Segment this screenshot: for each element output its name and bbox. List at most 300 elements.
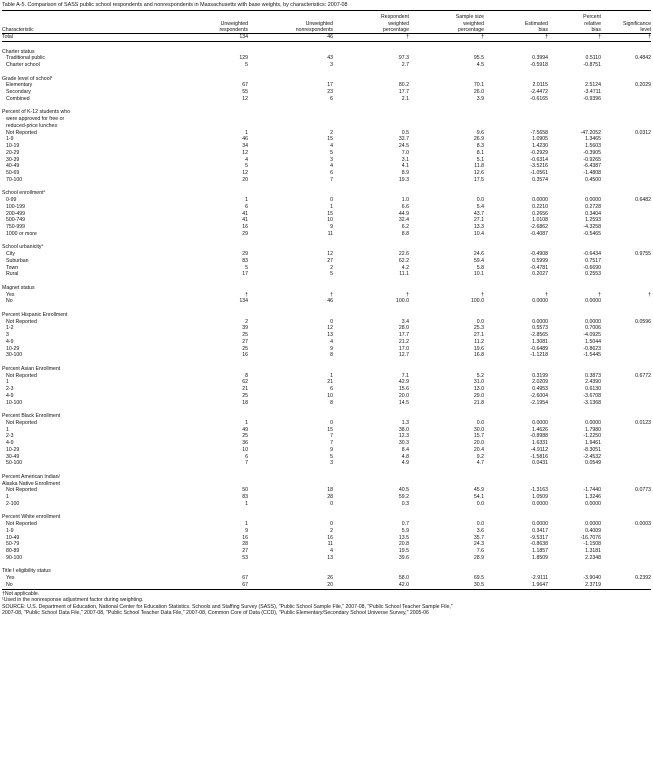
cell-respondent-pct bbox=[333, 514, 409, 521]
table-row bbox=[2, 501, 651, 508]
cell-relative-bias: -0.9396 bbox=[583, 95, 601, 102]
table-row bbox=[2, 521, 651, 528]
cell-respondent-pct bbox=[333, 312, 409, 319]
cell-sample-pct: 19.6 bbox=[473, 345, 484, 352]
cell-sample-pct: 31.0 bbox=[473, 379, 484, 386]
spacer-row bbox=[2, 562, 651, 569]
row-label: 2-3 bbox=[6, 433, 14, 440]
section-header-row bbox=[2, 49, 651, 56]
footnote-marker: 1 bbox=[43, 190, 46, 194]
cell-sample-pct bbox=[409, 76, 484, 83]
cell-estimated-bias: 1.4626 bbox=[532, 426, 548, 433]
cell-significance bbox=[601, 346, 651, 353]
cell-sample-pct: 9.6 bbox=[476, 129, 484, 136]
cell-nonrespondents: 26 bbox=[327, 575, 333, 581]
spacer-row bbox=[2, 278, 651, 285]
cell-relative-bias: -0.9265 bbox=[583, 156, 601, 163]
row-label: Title I eligibility status bbox=[2, 568, 51, 575]
cell-significance bbox=[601, 89, 651, 96]
cell-nonrespondents bbox=[248, 49, 333, 56]
row-label: 2-3 bbox=[6, 386, 14, 392]
row-label: 90-100 bbox=[6, 554, 23, 561]
cell-nonrespondents: 0 bbox=[330, 419, 333, 426]
row-label: Not Reported bbox=[6, 521, 37, 527]
cell-respondent-pct: 100.0 bbox=[396, 298, 409, 305]
cell-respondent-pct bbox=[333, 116, 409, 123]
cell-sample-pct: 16.8 bbox=[473, 352, 484, 359]
cell-nonrespondents: 21 bbox=[327, 379, 333, 386]
table-row bbox=[2, 373, 651, 380]
cell-respondents: 55 bbox=[242, 89, 248, 95]
cell-relative-bias: 2.3719 bbox=[548, 582, 601, 589]
row-label: 1-9 bbox=[6, 527, 14, 534]
cell-respondent-pct: 39.6 bbox=[398, 554, 409, 561]
cell-relative-bias: 0.7517 bbox=[585, 257, 601, 264]
cell-respondents: 129 bbox=[239, 55, 248, 62]
header-characteristic: Characteristic bbox=[2, 26, 34, 33]
cell-estimated-bias: 0.5999 bbox=[532, 257, 548, 264]
row-label: Traditional public bbox=[6, 55, 46, 62]
cell-estimated-bias: -3.5216 bbox=[530, 163, 548, 170]
cell-relative-bias: 0.0000 bbox=[585, 500, 601, 507]
cell-significance bbox=[601, 413, 651, 420]
table-row bbox=[2, 251, 651, 258]
cell-respondents bbox=[162, 76, 248, 83]
cell-sample-pct: 10.1 bbox=[473, 271, 484, 278]
cell-estimated-bias bbox=[484, 474, 548, 481]
cell-sample-pct: 35.7 bbox=[473, 534, 484, 541]
cell-respondent-pct bbox=[333, 190, 409, 197]
cell-nonrespondents: 46 bbox=[327, 298, 333, 305]
cell-respondents: 12 bbox=[242, 95, 248, 102]
spacer-cell bbox=[2, 103, 651, 110]
cell-estimated-bias: 0.2656 bbox=[532, 210, 548, 217]
cell-nonrespondents: 4 bbox=[330, 548, 333, 554]
cell-nonrespondents bbox=[248, 413, 333, 420]
cell-respondent-pct: † bbox=[406, 291, 409, 298]
cell-respondent-pct: 24.5 bbox=[398, 143, 409, 149]
cell-respondent-pct: 12.3 bbox=[398, 433, 409, 440]
cell-significance bbox=[601, 116, 651, 123]
cell-respondent-pct bbox=[333, 244, 409, 251]
cell-estimated-bias: 0.0000 bbox=[532, 197, 548, 203]
cell-respondent-pct: 40.5 bbox=[398, 487, 409, 494]
row-label: 70-100 bbox=[6, 176, 23, 183]
table-row bbox=[2, 325, 651, 332]
cell-nonrespondents bbox=[248, 244, 333, 251]
footnote-marker: 1 bbox=[50, 75, 53, 79]
cell-nonrespondents: 7 bbox=[330, 176, 333, 183]
cell-sample-pct: 11.8 bbox=[474, 163, 484, 170]
cell-respondent-pct: 6.2 bbox=[401, 224, 409, 230]
row-label: Total bbox=[2, 34, 162, 42]
row-label: 1-2 bbox=[6, 325, 14, 332]
cell-nonrespondents: 0 bbox=[330, 318, 333, 325]
cell-nonrespondents: 27 bbox=[327, 257, 333, 264]
cell-relative-bias: -1.4808 bbox=[583, 170, 601, 176]
cell-relative-bias: 0.0000 bbox=[585, 298, 601, 305]
table-row bbox=[2, 460, 651, 467]
cell-respondents: 34 bbox=[242, 143, 248, 149]
cell-nonrespondents: 0 bbox=[330, 500, 333, 507]
table-row bbox=[2, 487, 651, 494]
cell-sample-pct bbox=[409, 285, 484, 292]
cell-estimated-bias bbox=[484, 413, 548, 420]
footnote-1: ¹Used in the nonresponse adjustment factor during weighting. bbox=[2, 597, 144, 604]
cell-respondent-pct: 30.3 bbox=[398, 440, 409, 446]
section-header-row bbox=[2, 109, 651, 116]
cell-relative-bias: 0.0549 bbox=[585, 460, 601, 467]
cell-sample-pct: 5.4 bbox=[476, 203, 484, 210]
cell-relative-bias: 0.2728 bbox=[585, 203, 601, 210]
table-row bbox=[2, 224, 651, 231]
cell-respondent-pct: 22.6 bbox=[398, 251, 409, 257]
cell-nonrespondents: 9 bbox=[330, 345, 333, 352]
row-label: 20-29 bbox=[6, 149, 20, 156]
cell-significance bbox=[601, 454, 651, 461]
section-header-row bbox=[2, 413, 651, 420]
cell-significance bbox=[601, 427, 651, 434]
cell-respondents: 41 bbox=[242, 210, 248, 217]
cell-estimated-bias: † bbox=[484, 34, 548, 42]
cell-estimated-bias bbox=[484, 123, 548, 130]
cell-estimated-bias: 0.4953 bbox=[532, 386, 548, 392]
cell-respondent-pct: 58.0 bbox=[398, 575, 409, 581]
cell-respondent-pct: 97.3 bbox=[398, 55, 409, 62]
cell-significance bbox=[601, 433, 651, 440]
cell-relative-bias: 0.3404 bbox=[585, 210, 601, 217]
cell-relative-bias: † bbox=[548, 34, 601, 42]
cell-respondents: 20 bbox=[242, 176, 248, 183]
cell-estimated-bias: 0.3417 bbox=[532, 527, 548, 534]
row-label: Rural bbox=[6, 271, 19, 278]
cell-relative-bias: 2.4390 bbox=[585, 379, 601, 386]
cell-respondents: 1 bbox=[245, 129, 248, 136]
comparison-table bbox=[2, 10, 651, 590]
table-body bbox=[2, 34, 651, 590]
cell-relative-bias: 1.5044 bbox=[585, 338, 601, 345]
cell-estimated-bias: 1.0905 bbox=[532, 136, 548, 143]
cell-respondents bbox=[162, 312, 248, 319]
cell-sample-pct: 8.1 bbox=[476, 149, 484, 156]
cell-estimated-bias: 1.1857 bbox=[532, 548, 548, 554]
cell-sample-pct: 4.5 bbox=[476, 62, 484, 68]
row-label: Percent Asian Enrollment bbox=[2, 365, 61, 372]
row-label: Elementary bbox=[6, 82, 33, 89]
section-header-row bbox=[2, 514, 651, 521]
table-row bbox=[2, 163, 651, 170]
cell-significance bbox=[601, 285, 651, 292]
spacer-cell bbox=[2, 41, 651, 48]
cell-respondents: 62 bbox=[242, 379, 248, 386]
row-label: 200-499 bbox=[6, 210, 26, 217]
cell-respondent-pct: † bbox=[333, 34, 409, 42]
cell-significance bbox=[601, 386, 651, 393]
cell-relative-bias bbox=[548, 568, 601, 575]
cell-relative-bias bbox=[548, 312, 601, 319]
cell-respondents: 21 bbox=[242, 386, 248, 392]
spacer-cell bbox=[2, 562, 651, 569]
cell-sample-pct: 5.8 bbox=[476, 264, 484, 271]
cell-nonrespondents: 12 bbox=[327, 251, 333, 257]
cell-relative-bias bbox=[548, 244, 601, 251]
row-label: City bbox=[6, 251, 15, 257]
cell-respondents bbox=[162, 514, 248, 521]
spacer-cell bbox=[2, 359, 651, 366]
cell-significance bbox=[601, 62, 651, 69]
table-row bbox=[2, 258, 651, 265]
cell-respondents: 16 bbox=[242, 224, 248, 230]
cell-nonrespondents bbox=[248, 474, 333, 481]
row-label: 100-199 bbox=[6, 203, 26, 210]
row-label: 50-100 bbox=[6, 460, 23, 467]
cell-sample-pct: 5.1 bbox=[476, 156, 484, 163]
row-label: 30-49 bbox=[6, 453, 20, 460]
row-label: 2-100 bbox=[6, 500, 20, 507]
cell-sample-pct: 59.4 bbox=[473, 257, 484, 264]
cell-nonrespondents: 6 bbox=[330, 95, 333, 102]
header-percent-relative-bias: Percent relative bias bbox=[583, 14, 601, 33]
cell-sample-pct: 24.6 bbox=[473, 251, 484, 257]
cell-significance bbox=[601, 163, 651, 170]
cell-sample-pct: 3.9 bbox=[476, 95, 484, 102]
row-label: 0-99 bbox=[6, 197, 17, 203]
cell-respondents: 83 bbox=[242, 257, 248, 264]
row-label: 30-39 bbox=[6, 156, 20, 163]
cell-respondents: 67 bbox=[162, 582, 248, 589]
cell-sample-pct bbox=[409, 481, 484, 488]
cell-significance bbox=[601, 76, 651, 83]
cell-significance: 0.2029 bbox=[635, 82, 651, 89]
row-label: Not Reported bbox=[6, 487, 37, 494]
cell-nonrespondents: 15 bbox=[327, 426, 333, 433]
table-row bbox=[2, 352, 651, 359]
cell-significance bbox=[601, 211, 651, 218]
cell-respondent-pct: 19.5 bbox=[398, 548, 409, 554]
cell-sample-pct: 26.9 bbox=[473, 136, 484, 143]
cell-respondents: 1 bbox=[245, 521, 248, 527]
table-row bbox=[2, 55, 651, 62]
table-row bbox=[2, 157, 651, 164]
cell-respondents: 10 bbox=[242, 446, 248, 453]
cell-estimated-bias: 1.0108 bbox=[532, 217, 548, 224]
cell-significance: 0.0312 bbox=[635, 129, 651, 136]
cell-respondents: 18 bbox=[242, 399, 248, 406]
cell-relative-bias: 1.3246 bbox=[585, 494, 601, 500]
table-row bbox=[2, 89, 651, 96]
cell-nonrespondents: 7 bbox=[330, 440, 333, 446]
cell-respondent-pct bbox=[333, 76, 409, 83]
cell-relative-bias: -1.2250 bbox=[583, 433, 601, 440]
table-row bbox=[2, 298, 651, 305]
cell-respondents bbox=[162, 116, 248, 123]
cell-relative-bias: -3.6708 bbox=[583, 392, 601, 399]
cell-sample-pct: 13.3 bbox=[473, 224, 484, 230]
cell-significance bbox=[601, 541, 651, 548]
cell-respondents: 5 bbox=[245, 62, 248, 68]
cell-respondent-pct: 42.0 bbox=[333, 582, 409, 589]
row-label: 1 bbox=[6, 426, 9, 433]
cell-nonrespondents: 11 bbox=[327, 541, 333, 548]
cell-sample-pct: 3.6 bbox=[476, 527, 484, 534]
section-header-row bbox=[2, 312, 651, 319]
cell-estimated-bias: -9.5317 bbox=[530, 534, 548, 541]
cell-sample-pct: 54.1 bbox=[473, 494, 484, 500]
cell-sample-pct: 26.0 bbox=[473, 89, 484, 95]
document bbox=[2, 2, 651, 617]
header-significance-level: Significance level bbox=[623, 20, 651, 33]
cell-sample-pct: 45.9 bbox=[473, 487, 484, 494]
cell-estimated-bias bbox=[484, 568, 548, 575]
cell-nonrespondents: 10 bbox=[327, 217, 333, 224]
row-label: Percent American Indian/ bbox=[2, 473, 60, 480]
cell-significance: † bbox=[601, 34, 651, 42]
cell-sample-pct bbox=[409, 49, 484, 56]
cell-respondents: 6 bbox=[245, 453, 248, 460]
row-label: 500-749 bbox=[6, 217, 26, 224]
table-row bbox=[2, 575, 651, 582]
table-row bbox=[2, 548, 651, 555]
row-label: 80-89 bbox=[6, 548, 20, 554]
cell-relative-bias: -6.4387 bbox=[583, 163, 601, 170]
table-row bbox=[2, 292, 651, 299]
cell-nonrespondents: 0 bbox=[330, 521, 333, 527]
cell-respondent-pct: 2.1 bbox=[401, 95, 409, 102]
cell-significance bbox=[601, 177, 651, 184]
cell-estimated-bias: -2.4472 bbox=[530, 89, 548, 95]
cell-respondents: 17 bbox=[242, 271, 248, 278]
cell-significance: 0.0596 bbox=[635, 318, 651, 325]
row-label: Charter status bbox=[2, 48, 35, 55]
cell-relative-bias: 0.0000 bbox=[585, 197, 601, 203]
header-sample-weighted-pct: Sample size weighted percentage bbox=[455, 14, 484, 33]
cell-relative-bias bbox=[548, 474, 601, 481]
cell-relative-bias: -1.5445 bbox=[583, 352, 601, 359]
cell-estimated-bias: 0.0000 bbox=[532, 298, 548, 305]
cell-significance bbox=[601, 332, 651, 339]
cell-sample-pct: 27.1 bbox=[473, 217, 484, 224]
cell-nonrespondents: 3 bbox=[330, 460, 333, 467]
row-label: 10-19 bbox=[6, 143, 20, 149]
cell-sample-pct bbox=[409, 514, 484, 521]
table-row bbox=[2, 62, 651, 69]
footnote-marker: 1 bbox=[41, 244, 44, 248]
cell-respondent-pct: 38.0 bbox=[398, 426, 409, 433]
cell-respondent-pct: 8.9 bbox=[401, 170, 409, 176]
cell-respondent-pct: 32.4 bbox=[398, 217, 409, 224]
cell-respondent-pct: 0.5 bbox=[401, 129, 409, 136]
cell-estimated-bias: 0.3574 bbox=[532, 176, 548, 183]
cell-relative-bias: 0.6130 bbox=[585, 386, 601, 392]
cell-relative-bias: 1.9461 bbox=[585, 440, 601, 446]
cell-nonrespondents: 15 bbox=[327, 210, 333, 217]
cell-respondent-pct: 1.0 bbox=[401, 197, 409, 203]
cell-relative-bias: -0.6434 bbox=[583, 251, 601, 257]
cell-respondents: 6 bbox=[245, 203, 248, 210]
cell-relative-bias: 0.2553 bbox=[585, 271, 601, 278]
table-row bbox=[2, 204, 651, 211]
cell-respondents bbox=[162, 244, 248, 251]
cell-respondent-pct: 28.0 bbox=[398, 325, 409, 332]
cell-estimated-bias: -1.3163 bbox=[530, 487, 548, 494]
row-label: School urbanicity$^1$ bbox=[2, 244, 44, 251]
cell-respondent-pct: 80.2 bbox=[398, 82, 409, 89]
cell-respondent-pct: 6.6 bbox=[401, 203, 409, 210]
cell-significance bbox=[601, 217, 651, 224]
cell-respondents: 2 bbox=[245, 318, 248, 325]
cell-respondent-pct: 5.9 bbox=[401, 527, 409, 534]
cell-sample-pct: 29.0 bbox=[473, 392, 484, 399]
cell-relative-bias: 0.7006 bbox=[585, 325, 601, 332]
cell-relative-bias: 1.7980 bbox=[585, 426, 601, 433]
spacer-row bbox=[2, 69, 651, 76]
cell-sample-pct: 5.2 bbox=[476, 372, 484, 379]
cell-estimated-bias: 1.6331 bbox=[532, 440, 548, 446]
table-row bbox=[2, 271, 651, 278]
cell-respondent-pct bbox=[333, 481, 409, 488]
table-row bbox=[2, 319, 651, 326]
cell-sample-pct: 20.0 bbox=[473, 440, 484, 446]
spacer-cell bbox=[2, 467, 651, 474]
section-header-row bbox=[2, 285, 651, 292]
cell-respondents bbox=[162, 109, 248, 116]
source-note-line-2: 2007-08, "Public School Data File," 2007-08, "Public School Teacher Data File," 2007-08, Common Core of Data (CCD), "Public Elementary/Secondary School Universe Survey," 2005-06 bbox=[2, 610, 429, 617]
cell-estimated-bias: -0.2929 bbox=[530, 149, 548, 156]
cell-nonrespondents bbox=[248, 312, 333, 319]
cell-sample-pct: 0.0 bbox=[476, 318, 484, 325]
spacer-row bbox=[2, 406, 651, 413]
cell-respondent-pct: 12.7 bbox=[398, 352, 409, 359]
cell-nonrespondents: 2 bbox=[330, 527, 333, 534]
cell-estimated-bias: -2.8565 bbox=[530, 332, 548, 338]
cell-estimated-bias: 1.9647 bbox=[484, 582, 548, 589]
cell-sample-pct: 69.5 bbox=[473, 575, 484, 581]
section-header-row bbox=[2, 474, 651, 481]
row-label: 50-79 bbox=[6, 541, 20, 548]
table-row bbox=[2, 400, 651, 407]
cell-respondents: 29 bbox=[242, 230, 248, 237]
cell-sample-pct: 4.7 bbox=[476, 460, 484, 467]
cell-estimated-bias: -2.1954 bbox=[530, 399, 548, 406]
cell-significance bbox=[601, 190, 651, 197]
cell-nonrespondents: 5 bbox=[330, 271, 333, 278]
cell-relative-bias: -3.1368 bbox=[583, 399, 601, 406]
cell-estimated-bias bbox=[484, 76, 548, 83]
cell-significance bbox=[601, 494, 651, 501]
spacer-row bbox=[2, 359, 651, 366]
cell-estimated-bias: 0.2210 bbox=[532, 203, 548, 210]
cell-respondents bbox=[162, 49, 248, 56]
cell-relative-bias: 0.4500 bbox=[585, 176, 601, 183]
cell-sample-pct: 15.7 bbox=[473, 433, 484, 440]
cell-nonrespondents: 43 bbox=[327, 55, 333, 62]
cell-nonrespondents: 5 bbox=[330, 149, 333, 156]
cell-respondents bbox=[162, 123, 248, 130]
cell-respondent-pct: 3.1 bbox=[401, 156, 409, 163]
table-row bbox=[2, 231, 651, 238]
row-label: Percent Hispanic Enrollment bbox=[2, 311, 68, 318]
spacer-row bbox=[2, 467, 651, 474]
cell-estimated-bias bbox=[484, 312, 548, 319]
cell-relative-bias bbox=[548, 481, 601, 488]
cell-significance bbox=[601, 352, 651, 359]
cell-significance: 0.6772 bbox=[635, 372, 651, 379]
cell-estimated-bias: -0.6314 bbox=[530, 156, 548, 163]
cell-nonrespondents: 11 bbox=[327, 230, 333, 237]
cell-relative-bias: 0.0000 bbox=[585, 318, 601, 325]
cell-respondent-pct: 8.4 bbox=[401, 446, 409, 453]
cell-nonrespondents bbox=[248, 190, 333, 197]
